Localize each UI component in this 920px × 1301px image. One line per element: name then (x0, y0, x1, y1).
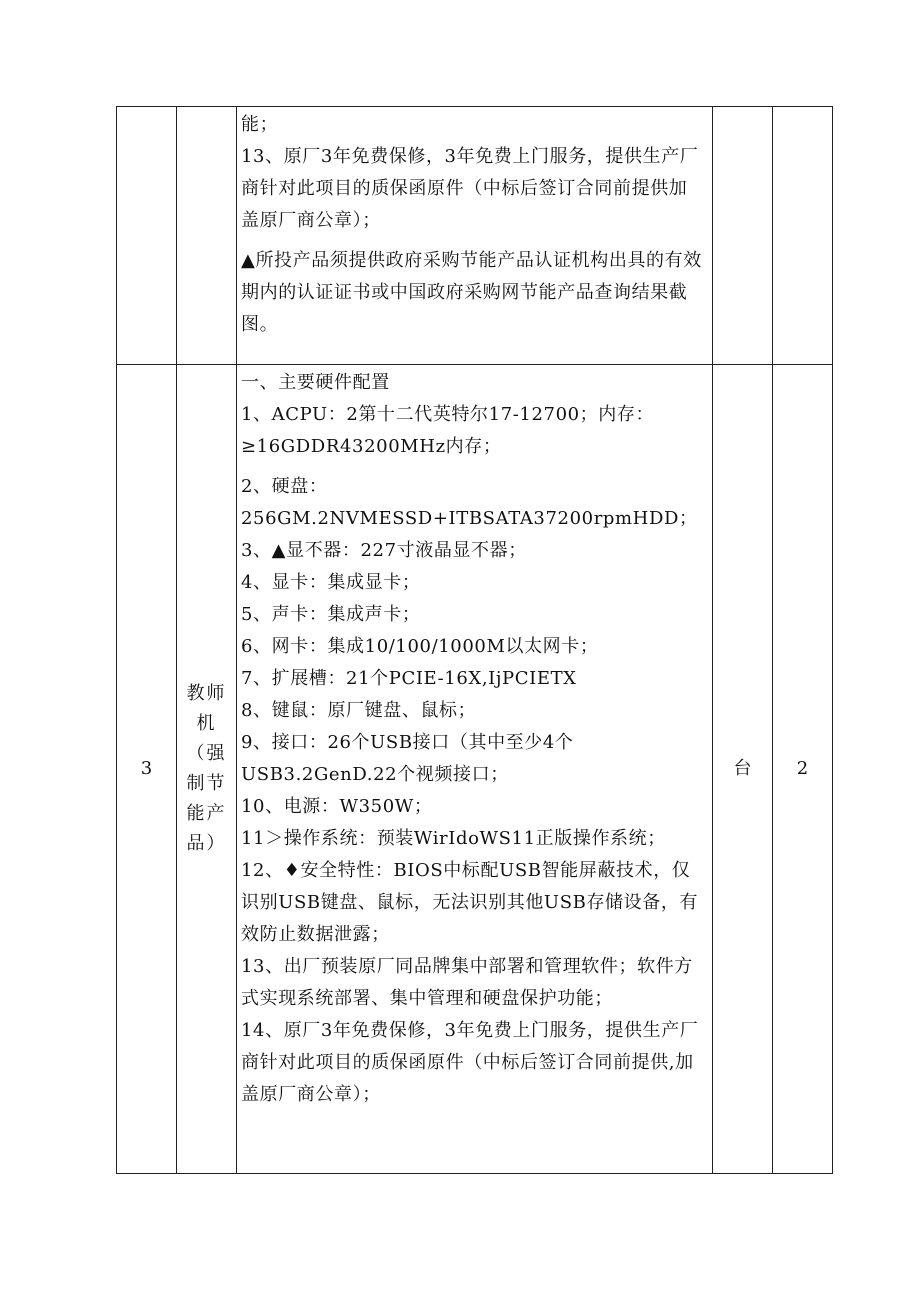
spec-line: 13、原厂3年免费保修，3年免费上门服务，提供生产厂商针对此项目的质保函原件（中标后签订合同前提供加盖原厂商公章）； (241, 146, 699, 231)
spec-cell (237, 107, 713, 365)
spec-paragraph (241, 367, 704, 463)
item-name-cell: 教师机（强制节能产品） (177, 365, 237, 1174)
spec-paragraph (241, 471, 704, 1111)
spec-line: 6、网卡：集成10/100/1000M以太网卡； (241, 636, 599, 657)
unit-cell (713, 107, 773, 365)
spec-line: 13、出厂预装原厂同品牌集中部署和管理软件；软件方式实现系统部署、集中管理和硬盘保护功能； (241, 956, 693, 1009)
table-row (117, 365, 833, 1174)
spec-line: 3、▲显不器：227寸液晶显不器； (241, 540, 527, 561)
spec-line: 一、主要硬件配置 (241, 372, 390, 393)
spec-line: 10、电源：W350W； (241, 796, 433, 817)
spec-line: 4、显卡：集成显卡； (241, 572, 421, 593)
item-name-cell (177, 107, 237, 365)
spec-line: 8、键鼠：原厂键盘、鼠标； (241, 700, 477, 721)
table-row (117, 107, 833, 365)
item-number-cell: 3 (117, 365, 177, 1174)
spec-cell (237, 365, 713, 1174)
spec-line: 能； (241, 114, 279, 135)
spec-line: 11＞操作系统：预装WirIdoWS11正版操作系统； (241, 828, 666, 849)
unit-cell: 台 (713, 365, 773, 1174)
spec-line: 5、声卡：集成声卡； (241, 604, 421, 625)
procurement-spec-table (116, 106, 833, 1174)
spec-paragraph (241, 245, 704, 341)
spec-line: 14、原厂3年免费保修，3年免费上门服务，提供生产厂商针对此项目的质保函原件（中标后签订合同前提供,加盖原厂商公章）； (241, 1020, 699, 1105)
spec-paragraph (241, 109, 704, 237)
spec-line: 1、ACPU：2第十二代英特尔17-12700；内存：≥16GDDR43200MHz内存； (241, 404, 655, 457)
spec-line: 7、扩展槽：21个PCIE-16X,IjPCIETX (241, 668, 577, 689)
spec-line: 9、接口：26个USB接口（其中至少4个USB3.2GenD.22个视频接口； (241, 732, 574, 785)
spec-line: 12、♦安全特性：BIOS中标配USB智能屏蔽技术，仅识别USB键盘、鼠标，无法识别其他USB存储设备，有效防止数据泄露； (241, 860, 699, 945)
spec-line: ▲所投产品须提供政府采购节能产品认证机构出具的有效期内的认证证书或中国政府采购网节能产品查询结果截图。 (241, 250, 702, 335)
quantity-cell (773, 107, 833, 365)
item-number-cell (117, 107, 177, 365)
spec-line: 2、硬盘：256GM.2NVMESSD+ITBSATA37200rpmHDD； (241, 476, 698, 529)
quantity-cell: 2 (773, 365, 833, 1174)
